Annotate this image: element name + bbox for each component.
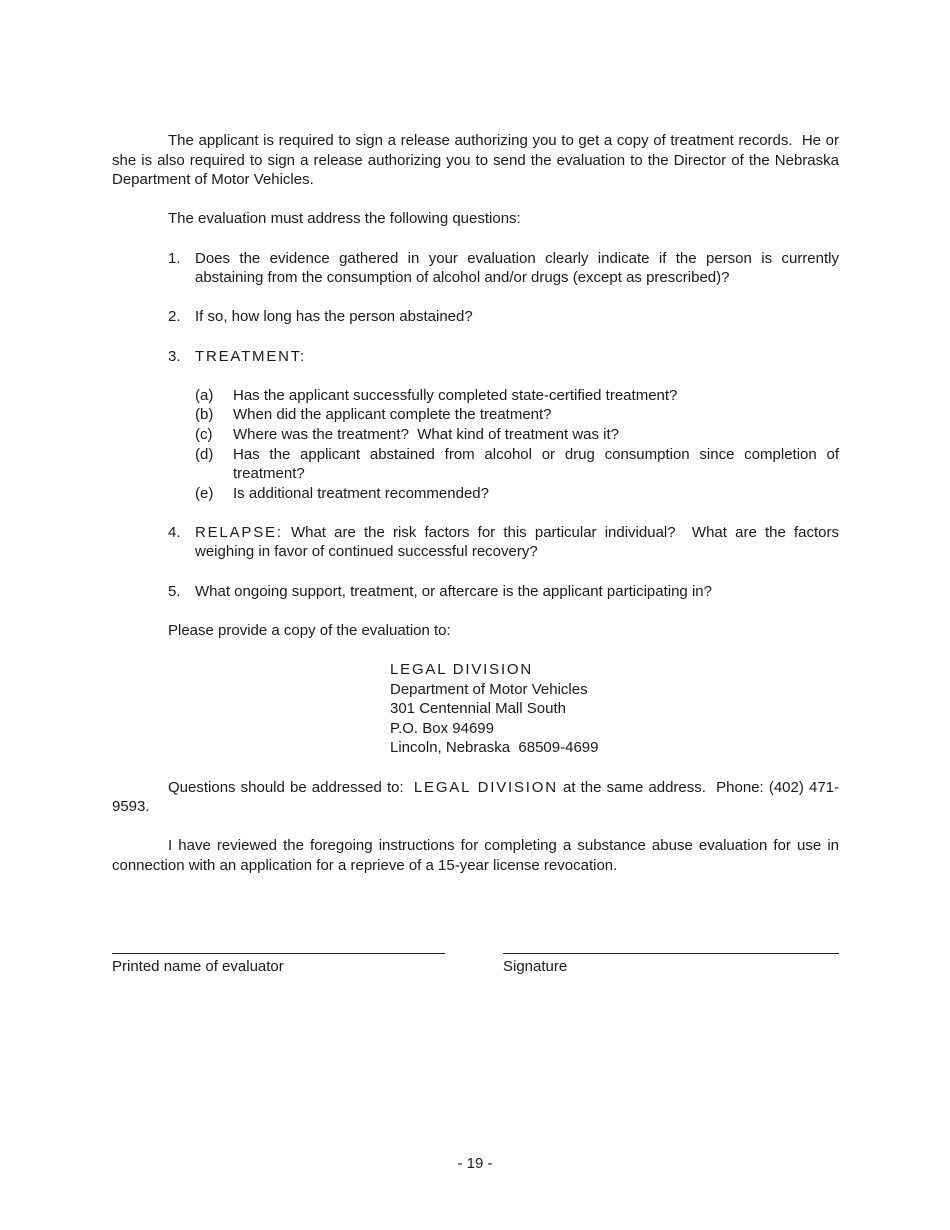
paragraph-release-authorization: The applicant is required to sign a release authorizing you to get a copy of treatment records. He or she is also required to sign a release authorizing you to send the evaluation to the Director of the Nebraska Department of Motor Vehicles. [112,132,839,189]
list-item-2 [112,307,839,327]
sublist-text-b: When did the applicant complete the treatment? [233,406,552,424]
signature-label: Signature [503,958,568,975]
sublist-text-d: Has the applicant abstained from alcohol or drug consumption since completion of treatment? [233,445,839,483]
address-line-5: Lincoln, Nebraska 68509-4699 [390,739,599,757]
printed-name-label: Printed name of evaluator [112,958,284,975]
sublist-marker-c: (c) [195,425,213,443]
sublist-text-e: Is additional treatment recommended? [233,484,489,502]
list-number-3: 3. [168,347,181,365]
list-number-4: 4. [168,523,181,541]
sublist-marker-d: (d) [195,445,214,463]
list-number-2: 2. [168,308,181,326]
document-content [112,131,839,895]
sublist-item-d [112,445,839,484]
sublist-item-b [112,405,839,425]
questions-text-1: Questions should be addressed to: [168,778,409,796]
list-item-3 [112,347,839,367]
address-block [390,660,839,758]
list-item-5 [112,582,839,602]
list-text-1: Does the evidence gathered in your evaluation clearly indicate if the person is currently abstaining from the consumption of alcohol and/or drugs (except as prescribed)? [195,249,839,287]
list-number-1: 1. [168,249,181,267]
list-item-1 [112,249,839,288]
signature-field [503,953,839,977]
address-line-3: 301 Centennial Mall South [390,700,566,718]
questions-text-2: at the same address. Phone: (402) 471-9593. [112,778,839,816]
list-label-relapse: RELAPSE: [195,523,283,541]
paragraph-evaluation-intro: The evaluation must address the following questions: [168,210,521,228]
printed-name-field [112,953,445,977]
sublist-marker-b: (b) [195,406,214,424]
questions-legal-division: LEGAL DIVISION [413,778,558,796]
list-text-5: What ongoing support, treatment, or aftercare is the applicant participating in? [195,582,712,600]
sublist-item-c [112,425,839,445]
sublist-item-e [112,484,839,504]
address-line-2: Department of Motor Vehicles [390,680,588,698]
address-line-4: P.O. Box 94699 [390,719,494,737]
list-number-5: 5. [168,582,181,600]
sublist-item-a [112,386,839,406]
list-label-treatment: TREATMENT: [195,347,307,365]
sublist-marker-e: (e) [195,484,214,502]
signature-section [112,953,839,977]
list-text-2: If so, how long has the person abstained? [195,308,473,326]
provide-copy-line: Please provide a copy of the evaluation to: [168,621,451,639]
questions-paragraph [112,778,839,817]
list-item-4 [112,523,839,562]
page-number: - 19 - [457,1155,493,1172]
treatment-sublist [112,386,839,504]
address-line-1: LEGAL DIVISION [390,661,534,679]
sublist-marker-a: (a) [195,386,214,404]
sublist-text-c: Where was the treatment? What kind of treatment was it? [233,425,620,443]
list-text-4: What are the risk factors for this particular individual? What are the factors weighing in favor of continued successful recovery? [195,523,839,561]
sublist-text-a: Has the applicant successfully completed state-certified treatment? [233,386,678,404]
reviewed-paragraph: I have reviewed the foregoing instructions for completing a substance abuse evaluation for use in connection with an application for a reprieve of a 15-year license revocation. [112,837,839,874]
